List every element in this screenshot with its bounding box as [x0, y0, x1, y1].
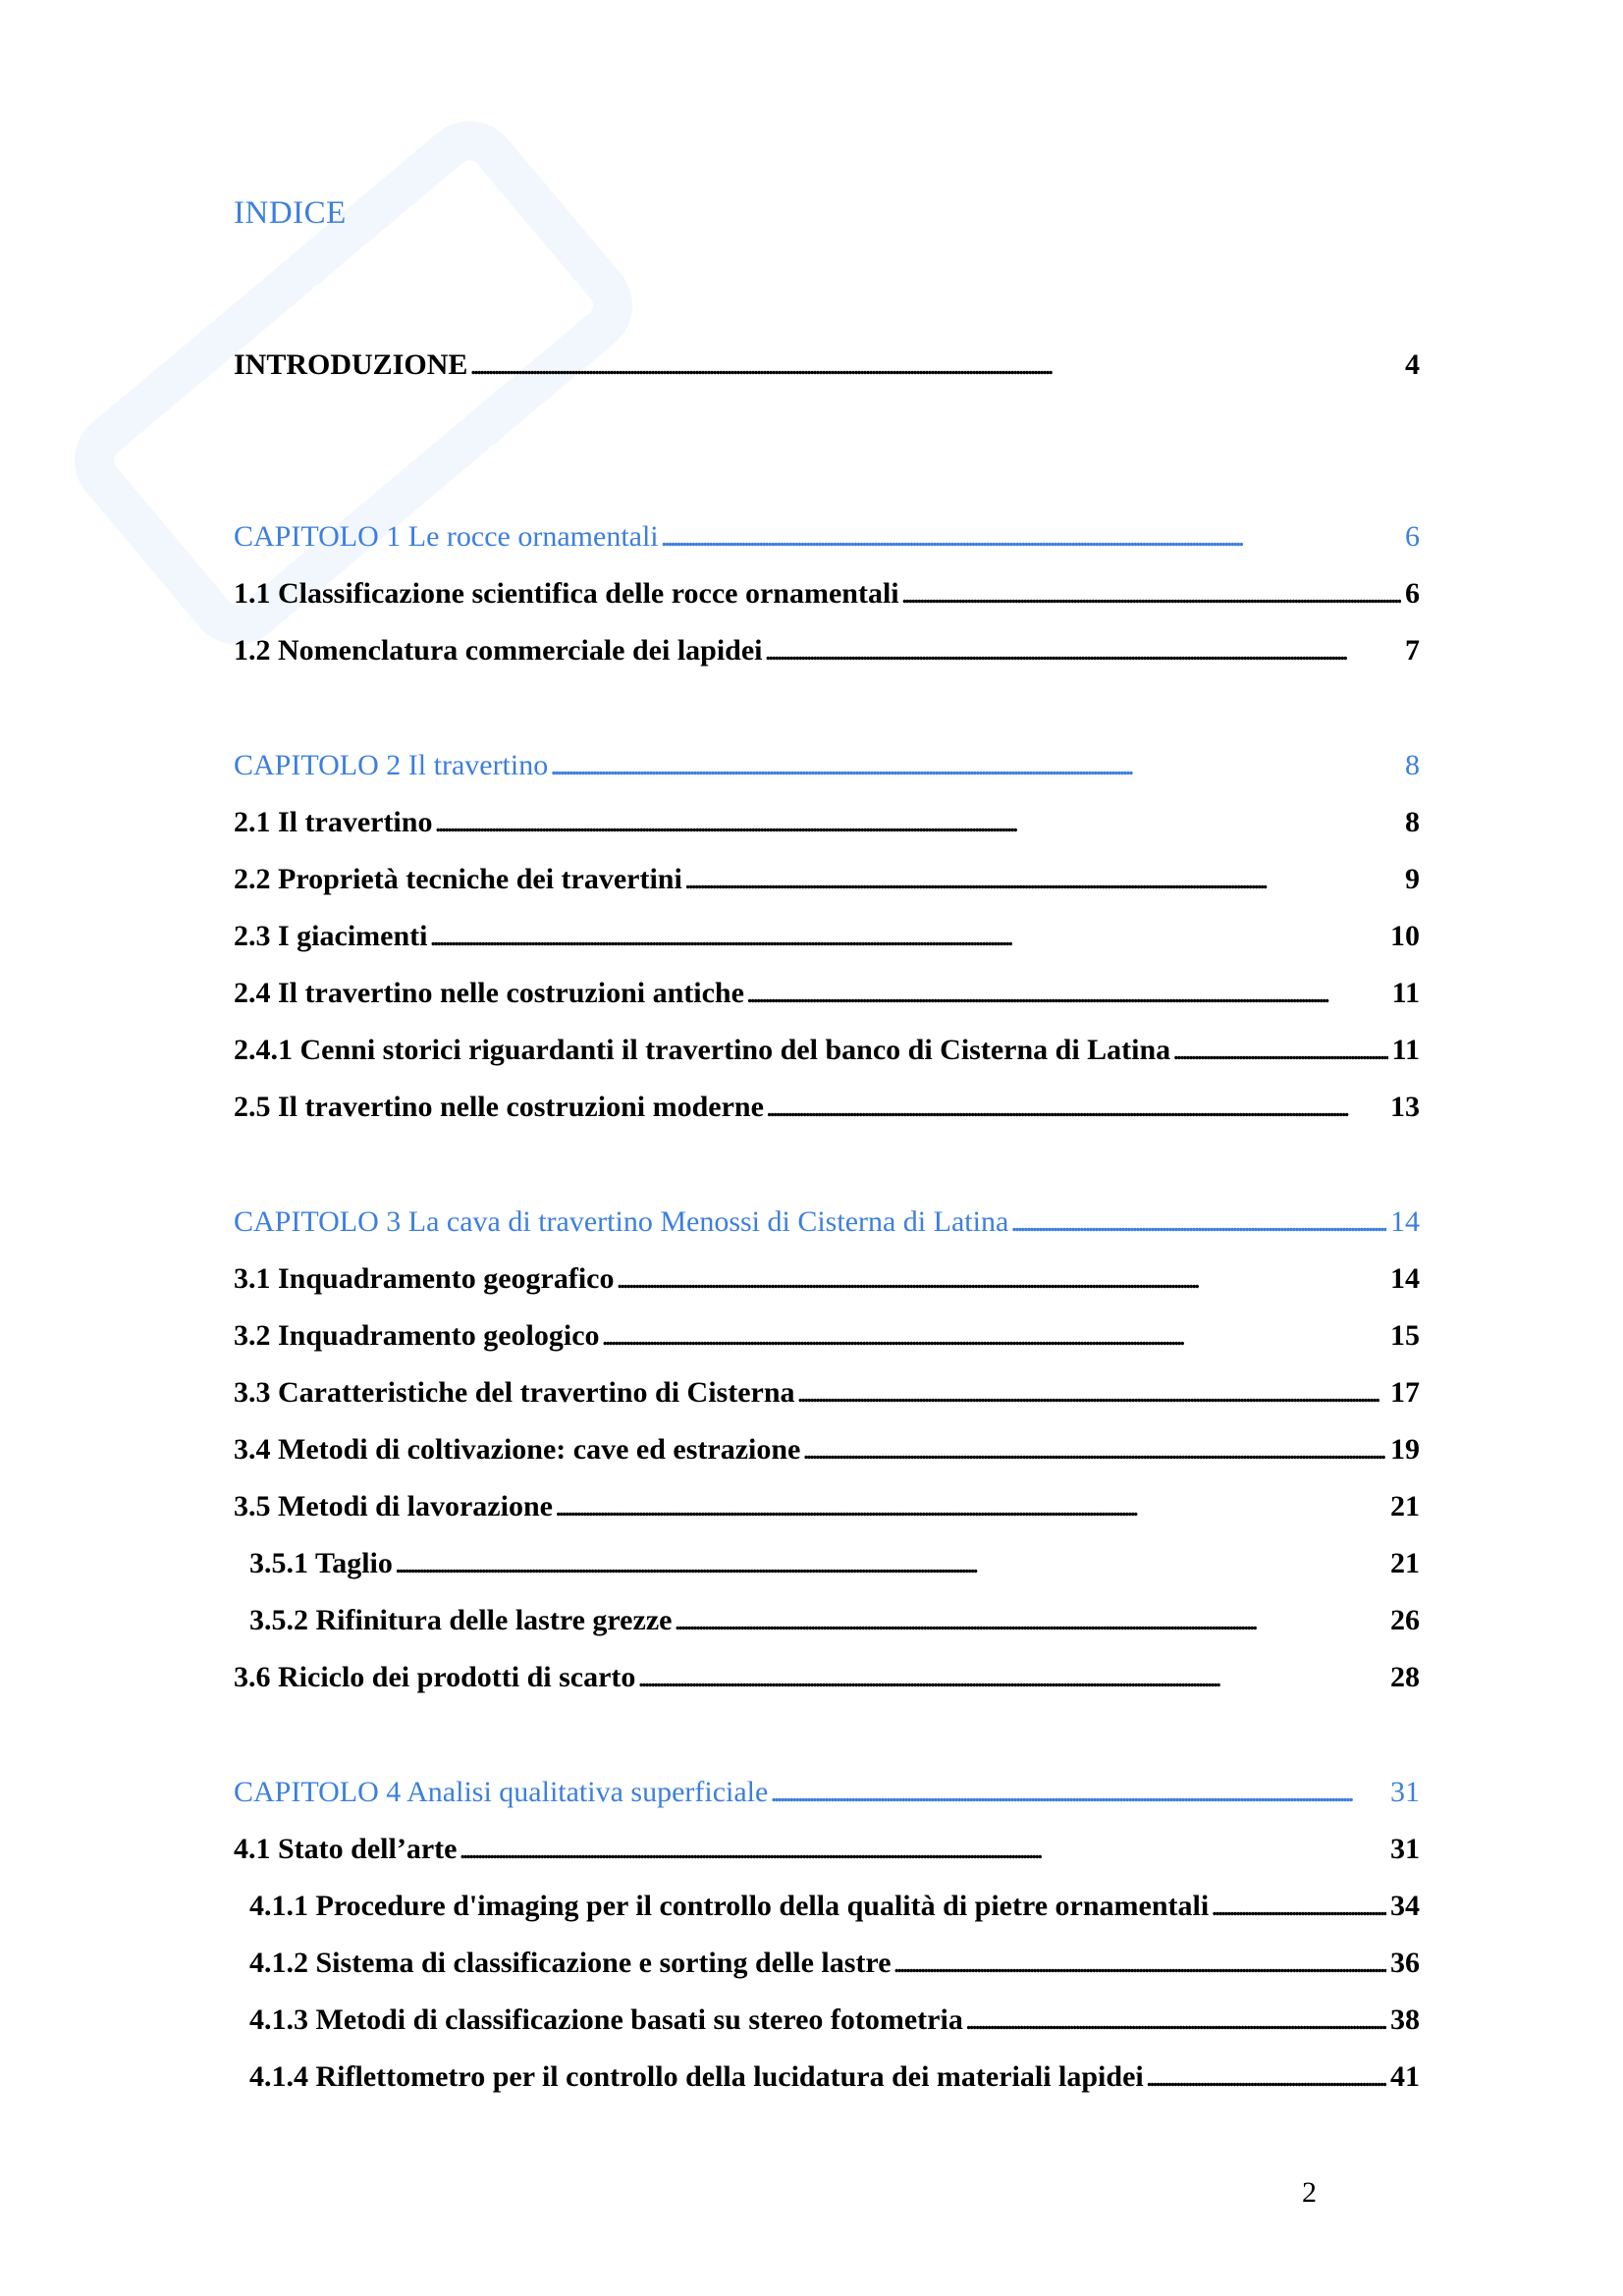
- toc-entry-label: 4.1 Stato dell’arte: [234, 1833, 458, 1865]
- toc-entry-label: 3.6 Riciclo dei prodotti di scarto: [234, 1661, 636, 1693]
- toc-entry-page: 34: [1390, 1890, 1420, 1922]
- toc-chapter-4[interactable]: [234, 1773, 1420, 1812]
- toc-leader-dots: [965, 2001, 1386, 2040]
- toc-leader-dots: [684, 860, 1401, 899]
- toc-entry-page: 4: [1405, 348, 1420, 381]
- toc-entry-page: 8: [1405, 749, 1420, 781]
- toc-entry-label: 3.5.1 Taglio: [249, 1547, 393, 1579]
- toc-leader-dots: [550, 746, 1401, 785]
- toc-entry-page: 10: [1390, 920, 1420, 952]
- toc-entry-page: 31: [1390, 1833, 1420, 1865]
- toc-entry-label: 3.5 Metodi di lavorazione: [234, 1490, 553, 1522]
- toc-leader-dots: [637, 1658, 1386, 1697]
- toc-entry-2-4[interactable]: [234, 974, 1420, 1013]
- toc-entry-3-2[interactable]: [234, 1316, 1420, 1356]
- toc-entry-label: 2.3 I giacimenti: [234, 920, 428, 952]
- toc-entry-label: CAPITOLO 2 Il travertino: [234, 749, 549, 781]
- toc-entry-3-5-2[interactable]: [249, 1601, 1420, 1640]
- toc-entry-page: 28: [1390, 1661, 1420, 1693]
- toc-entry-label: 2.1 Il travertino: [234, 806, 433, 838]
- toc-leader-dots: [802, 1430, 1386, 1469]
- toc-leader-dots: [674, 1601, 1386, 1640]
- toc-entry-label: 4.1.2 Sistema di classificazione e sorting delle lastre: [249, 1947, 892, 1979]
- toc-entry-label: 3.5.2 Rifinitura delle lastre grezze: [249, 1604, 673, 1636]
- page-number: 2: [1302, 2176, 1317, 2209]
- toc-entry-page: 6: [1405, 577, 1420, 610]
- toc-entry-1-1[interactable]: [234, 574, 1420, 614]
- toc-leader-dots: [797, 1373, 1386, 1413]
- toc-entry-4-1-1[interactable]: [249, 1887, 1420, 1926]
- toc-entry-page: 15: [1390, 1319, 1420, 1352]
- toc-entry-page: 17: [1390, 1376, 1420, 1409]
- toc-entry-2-1[interactable]: [234, 803, 1420, 842]
- toc-entry-3-1[interactable]: [234, 1259, 1420, 1299]
- toc-entry-4-1-2[interactable]: [249, 1944, 1420, 1983]
- toc-entry-page: 7: [1405, 634, 1420, 667]
- toc-entry-label: CAPITOLO 1 Le rocce ornamentali: [234, 520, 659, 553]
- toc-entry-1-2[interactable]: [234, 631, 1420, 670]
- toc-entry-page: 19: [1390, 1433, 1420, 1466]
- toc-leader-dots: [1172, 1031, 1387, 1070]
- toc-entry-page: 14: [1390, 1262, 1420, 1295]
- toc-entry-2-5[interactable]: [234, 1088, 1420, 1127]
- toc-entry-label: 2.5 Il travertino nelle costruzioni moderne: [234, 1091, 764, 1123]
- toc-chapter-2[interactable]: [234, 746, 1420, 785]
- toc-leader-dots: [893, 1944, 1386, 1983]
- toc-entry-page: 21: [1390, 1490, 1420, 1522]
- toc-entry-label: 4.1.1 Procedure d'imaging per il controllo della qualità di pietre ornamentali: [249, 1890, 1210, 1922]
- toc-leader-dots: [901, 574, 1401, 614]
- toc-leader-dots: [602, 1316, 1386, 1356]
- toc-entry-page: 26: [1390, 1604, 1420, 1636]
- toc-leader-dots: [395, 1544, 1386, 1583]
- toc-entry-page: 41: [1390, 2060, 1420, 2093]
- toc-entry-4-1-4[interactable]: [249, 2057, 1420, 2097]
- toc-entry-label: 2.4 Il travertino nelle costruzioni antiche: [234, 977, 744, 1009]
- toc-entry-label: 2.4.1 Cenni storici riguardanti il travertino del banco di Cisterna di Latina: [234, 1034, 1171, 1066]
- toc-leader-dots: [770, 1773, 1386, 1812]
- toc-leader-dots: [765, 631, 1401, 670]
- toc-entry-page: 31: [1390, 1776, 1420, 1808]
- toc-entry-label: CAPITOLO 4 Analisi qualitativa superficiale: [234, 1776, 769, 1808]
- toc-entry-page: 14: [1390, 1205, 1420, 1238]
- toc-entry-label: CAPITOLO 3 La cava di travertino Menossi di Cisterna di Latina: [234, 1205, 1009, 1238]
- toc-entry-label: 4.1.4 Riflettometro per il controllo della lucidatura dei materiali lapidei: [249, 2060, 1144, 2093]
- toc-entry-4-1-3[interactable]: [249, 2001, 1420, 2040]
- toc-leader-dots: [766, 1088, 1386, 1127]
- toc-leader-dots: [1211, 1887, 1386, 1926]
- toc-leader-dots: [555, 1487, 1386, 1526]
- toc-leader-dots: [746, 974, 1388, 1013]
- toc-entry-page: 6: [1405, 520, 1420, 553]
- toc-entry-4-1[interactable]: [234, 1830, 1420, 1869]
- toc-entry-3-3[interactable]: [234, 1373, 1420, 1413]
- toc-entry-page: 11: [1391, 977, 1420, 1009]
- toc-entry-label: 4.1.3 Metodi di classificazione basati su stereo fotometria: [249, 2003, 963, 2036]
- toc-leader-dots: [1146, 2057, 1386, 2097]
- toc-leader-dots: [434, 803, 1401, 842]
- toc-entry-page: 13: [1390, 1091, 1420, 1123]
- toc-entry-3-4[interactable]: [234, 1430, 1420, 1469]
- toc-entry-2-2[interactable]: [234, 860, 1420, 899]
- toc-leader-dots: [429, 917, 1386, 956]
- index-heading: INDICE: [234, 195, 347, 231]
- toc-entry-label: 1.2 Nomenclatura commerciale dei lapidei: [234, 634, 763, 667]
- toc-chapter-3[interactable]: [234, 1202, 1420, 1242]
- toc-entry-label: 2.2 Proprietà tecniche dei travertini: [234, 863, 682, 895]
- toc-entry-page: 21: [1390, 1547, 1420, 1579]
- toc-leader-dots: [661, 517, 1401, 557]
- toc-entry-3-6[interactable]: [234, 1658, 1420, 1697]
- table-of-contents: [234, 0, 1420, 2296]
- toc-entry-label: 3.2 Inquadramento geologico: [234, 1319, 600, 1352]
- toc-leader-dots: [1010, 1202, 1386, 1242]
- toc-entry-2-4-1[interactable]: [234, 1031, 1420, 1070]
- toc-entry-page: 38: [1390, 2003, 1420, 2036]
- toc-entry-introduzione[interactable]: [234, 346, 1420, 385]
- toc-entry-page: 11: [1391, 1034, 1420, 1066]
- toc-entry-2-3[interactable]: [234, 917, 1420, 956]
- toc-entry-label: 3.1 Inquadramento geografico: [234, 1262, 615, 1295]
- toc-entry-3-5-1[interactable]: [249, 1544, 1420, 1583]
- toc-entry-label: 3.3 Caratteristiche del travertino di Cisterna: [234, 1376, 795, 1409]
- toc-leader-dots: [459, 1830, 1386, 1869]
- toc-entry-3-5[interactable]: [234, 1487, 1420, 1526]
- toc-entry-page: 8: [1405, 806, 1420, 838]
- toc-entry-label: INTRODUZIONE: [234, 348, 468, 381]
- toc-entry-page: 36: [1390, 1947, 1420, 1979]
- toc-entry-page: 9: [1405, 863, 1420, 895]
- toc-leader-dots: [469, 346, 1401, 385]
- toc-chapter-1[interactable]: [234, 517, 1420, 557]
- toc-leader-dots: [616, 1259, 1386, 1299]
- toc-entry-label: 3.4 Metodi di coltivazione: cave ed estrazione: [234, 1433, 801, 1466]
- toc-entry-label: 1.1 Classificazione scientifica delle rocce ornamentali: [234, 577, 899, 610]
